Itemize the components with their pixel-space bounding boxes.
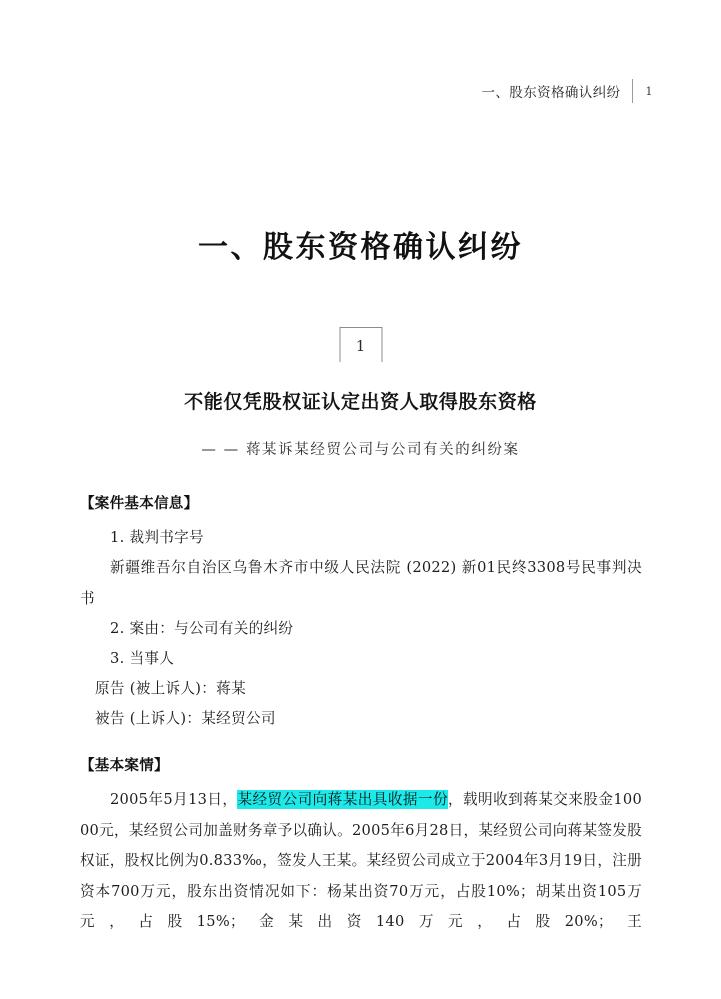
section-heading-basic-facts: 【基本案情】 <box>80 758 169 774</box>
page-number: 1 <box>645 84 653 98</box>
highlighted-phrase: 某经贸公司向蒋某出具收据一份 <box>237 791 448 808</box>
plaintiff-line: 原告 (被上诉人)：蒋某 <box>95 680 246 697</box>
document-content <box>80 492 642 938</box>
parties-item: 3. 当事人 <box>110 650 175 667</box>
case-number-box <box>339 327 382 362</box>
defendant-line: 被告 (上诉人)：某经贸公司 <box>95 710 276 727</box>
facts-text-before-highlight: 2005年5月13日， <box>110 791 238 808</box>
case-headline: 不能仅凭股权证认定出资人取得股东资格 <box>184 391 537 413</box>
judgment-number-value: 新疆维吾尔自治区乌鲁木齐市中级人民法院 (2022) 新01民终3308号民事判决书 <box>80 559 642 607</box>
case-subheadline: — — 蒋某诉某经贸公司与公司有关的纠纷案 <box>201 442 520 458</box>
basic-facts-paragraph <box>80 785 642 938</box>
section-heading-basic-info: 【案件基本信息】 <box>80 496 199 512</box>
chapter-title: 一、股东资格确认纠纷 <box>198 231 523 264</box>
running-header-title: 一、股东资格确认纠纷 <box>481 85 621 100</box>
case-cause-item: 2. 案由：与公司有关的纠纷 <box>110 620 294 637</box>
facts-text-after-highlight: ，载明收到蒋某交来股金10000元，某经贸公司加盖财务章予以确认。2005年6月28日，某经贸公司向蒋某签发股权证，股权比例为0.833‰，签发人王某。某经贸公司成立于2004年3月19日，注册资本700万元，股东出资情况如下：杨某出资70万元，占股10%；胡某出资105万元，占股15%；金某出资140万元，占股20%；王 <box>80 791 642 930</box>
case-number: 1 <box>355 336 366 355</box>
judgment-number-label: 1. 裁判书字号 <box>110 529 204 546</box>
running-header <box>482 78 654 104</box>
